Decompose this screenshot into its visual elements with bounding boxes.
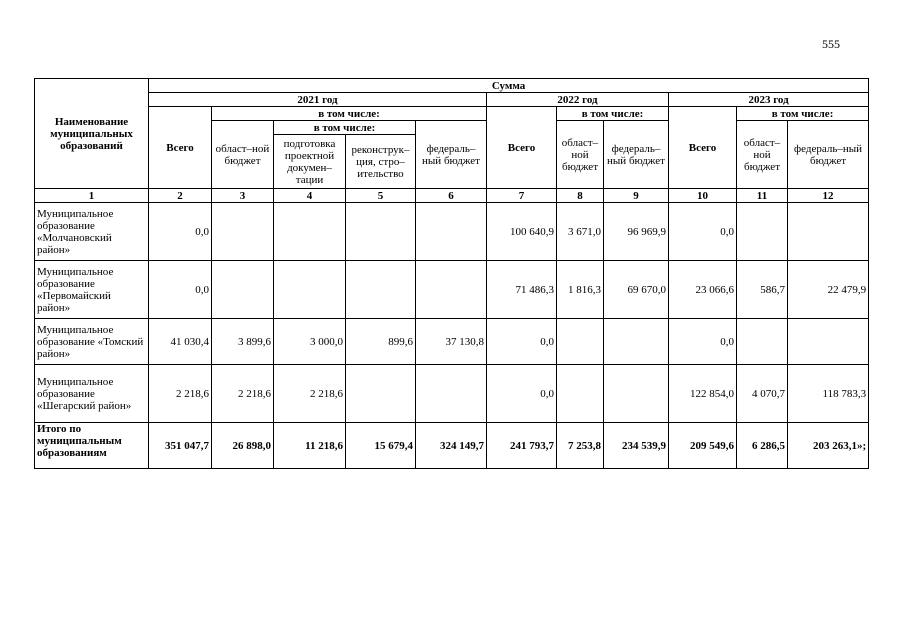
header-regional-2023: област–ной бюджет <box>737 121 788 189</box>
header-including-2022: в том числе: <box>557 107 669 121</box>
header-project-docs: подготовка проектной докумен–тации <box>274 135 346 189</box>
header-including-2023: в том числе: <box>737 107 869 121</box>
cell <box>557 365 604 423</box>
cell: 0,0 <box>149 203 212 261</box>
cell: 0,0 <box>487 365 557 423</box>
cell <box>346 365 416 423</box>
total-cell: 209 549,6 <box>669 423 737 469</box>
header-regional-2022: област–ной бюджет <box>557 121 604 189</box>
total-cell: 7 253,8 <box>557 423 604 469</box>
cell: 3 671,0 <box>557 203 604 261</box>
row-name: Муниципальное образование «Шегарский район» <box>35 365 149 423</box>
cell <box>212 203 274 261</box>
cell: 0,0 <box>487 319 557 365</box>
total-cell: 203 263,1»; <box>788 423 869 469</box>
cell: 1 816,3 <box>557 261 604 319</box>
header-federal-2023: федераль–ный бюджет <box>788 121 869 189</box>
cell: 71 486,3 <box>487 261 557 319</box>
total-cell: 11 218,6 <box>274 423 346 469</box>
cell: 2 218,6 <box>149 365 212 423</box>
cell: 4 070,7 <box>737 365 788 423</box>
table-row <box>35 203 869 261</box>
cell: 2 218,6 <box>274 365 346 423</box>
cell: 586,7 <box>737 261 788 319</box>
total-cell: 15 679,4 <box>346 423 416 469</box>
table-row <box>35 261 869 319</box>
column-number: 12 <box>788 189 869 203</box>
page-number: 555 <box>822 37 840 51</box>
total-cell: 6 286,5 <box>737 423 788 469</box>
table-row <box>35 319 869 365</box>
header-including-2021: в том числе: <box>212 107 487 121</box>
column-number: 1 <box>35 189 149 203</box>
cell <box>416 203 487 261</box>
total-cell: 26 898,0 <box>212 423 274 469</box>
cell: 100 640,9 <box>487 203 557 261</box>
row-name: Муниципальное образование «Томский район» <box>35 319 149 365</box>
cell: 122 854,0 <box>669 365 737 423</box>
total-cell: 241 793,7 <box>487 423 557 469</box>
column-number: 4 <box>274 189 346 203</box>
cell: 3 000,0 <box>274 319 346 365</box>
cell: 41 030,4 <box>149 319 212 365</box>
column-number: 5 <box>346 189 416 203</box>
column-number: 7 <box>487 189 557 203</box>
column-number: 6 <box>416 189 487 203</box>
row-name: Муниципальное образование «Молчановский район» <box>35 203 149 261</box>
header-year-2021: 2021 год <box>149 93 487 107</box>
column-number: 11 <box>737 189 788 203</box>
column-number: 3 <box>212 189 274 203</box>
budget-table <box>34 78 869 469</box>
cell: 96 969,9 <box>604 203 669 261</box>
header-municipality: Наименование муниципальных образований <box>35 79 149 189</box>
header-reconstruction: реконструк–ция, стро–ительство <box>346 135 416 189</box>
cell <box>557 319 604 365</box>
total-cell: 351 047,7 <box>149 423 212 469</box>
header-including-sub-2021: в том числе: <box>274 121 416 135</box>
header-year-2022: 2022 год <box>487 93 669 107</box>
header-year-2023: 2023 год <box>669 93 869 107</box>
header-regional-2021: област–ной бюджет <box>212 121 274 189</box>
total-row <box>35 423 869 469</box>
cell <box>604 365 669 423</box>
cell <box>737 203 788 261</box>
cell: 22 479,9 <box>788 261 869 319</box>
cell: 3 899,6 <box>212 319 274 365</box>
header-federal-2021: федераль–ный бюджет <box>416 121 487 189</box>
column-number: 9 <box>604 189 669 203</box>
column-number: 10 <box>669 189 737 203</box>
cell <box>788 203 869 261</box>
cell <box>212 261 274 319</box>
column-number: 2 <box>149 189 212 203</box>
cell: 2 218,6 <box>212 365 274 423</box>
cell <box>346 203 416 261</box>
cell: 0,0 <box>149 261 212 319</box>
header-total-2021: Всего <box>149 107 212 189</box>
header-total-2022: Всего <box>487 107 557 189</box>
cell: 0,0 <box>669 319 737 365</box>
total-cell: 324 149,7 <box>416 423 487 469</box>
cell <box>416 261 487 319</box>
cell: 899,6 <box>346 319 416 365</box>
cell: 118 783,3 <box>788 365 869 423</box>
cell <box>346 261 416 319</box>
row-name: Муниципальное образование «Первомайский район» <box>35 261 149 319</box>
cell <box>416 365 487 423</box>
cell <box>604 319 669 365</box>
cell: 0,0 <box>669 203 737 261</box>
cell <box>788 319 869 365</box>
total-row-name: Итого по муниципальным образованиям <box>35 423 149 469</box>
cell: 23 066,6 <box>669 261 737 319</box>
cell <box>274 261 346 319</box>
total-cell: 234 539,9 <box>604 423 669 469</box>
header-total-2023: Всего <box>669 107 737 189</box>
column-number: 8 <box>557 189 604 203</box>
cell: 69 670,0 <box>604 261 669 319</box>
table-row <box>35 365 869 423</box>
cell: 37 130,8 <box>416 319 487 365</box>
header-federal-2022: федераль–ный бюджет <box>604 121 669 189</box>
header-sum: Сумма <box>149 79 869 93</box>
cell <box>737 319 788 365</box>
cell <box>274 203 346 261</box>
